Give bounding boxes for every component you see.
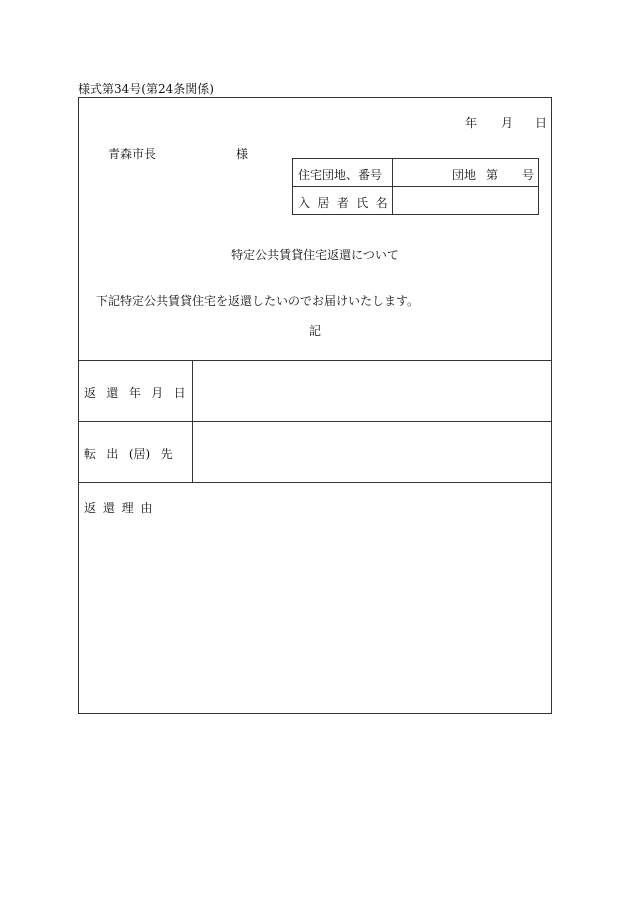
reason-label: 返 還 理 由: [84, 501, 153, 515]
details-col-divider: [192, 360, 193, 482]
move-to-label: 転 出 (居) 先: [84, 447, 173, 461]
housing-number-danchi[interactable]: 団地: [452, 168, 477, 182]
details-top-border: [78, 360, 552, 361]
resident-table-row-divider: [292, 186, 539, 187]
ki-mark: 記: [308, 324, 321, 338]
resident-table-col-divider: [392, 158, 393, 215]
date-year: 年: [465, 116, 478, 130]
housing-number-dai[interactable]: 第: [486, 168, 499, 182]
addressee-name: 青森市長: [108, 147, 157, 161]
details-row-divider-2: [78, 482, 552, 483]
housing-number-label: 住宅団地、番号: [298, 168, 383, 182]
document-title: 特定公共賃貸住宅返還について: [231, 248, 399, 262]
move-to-field[interactable]: [198, 427, 546, 477]
addressee-honorific: 様: [236, 147, 249, 161]
body-text: 下記特定公共賃貸住宅を返還したいのでお届けいたします。: [96, 294, 420, 308]
return-date-field[interactable]: [198, 366, 546, 416]
resident-name-label: 入 居 者 氏 名: [298, 196, 388, 210]
resident-name-field[interactable]: [398, 194, 533, 210]
date-month: 月: [501, 116, 514, 130]
reason-field[interactable]: [84, 520, 546, 708]
details-row-divider-1: [78, 421, 552, 422]
form-number: 様式第34号(第24条関係): [78, 82, 214, 96]
housing-number-go[interactable]: 号: [522, 168, 535, 182]
return-date-label: 返 還 年 月 日: [84, 386, 186, 400]
date-day: 日: [535, 116, 548, 130]
